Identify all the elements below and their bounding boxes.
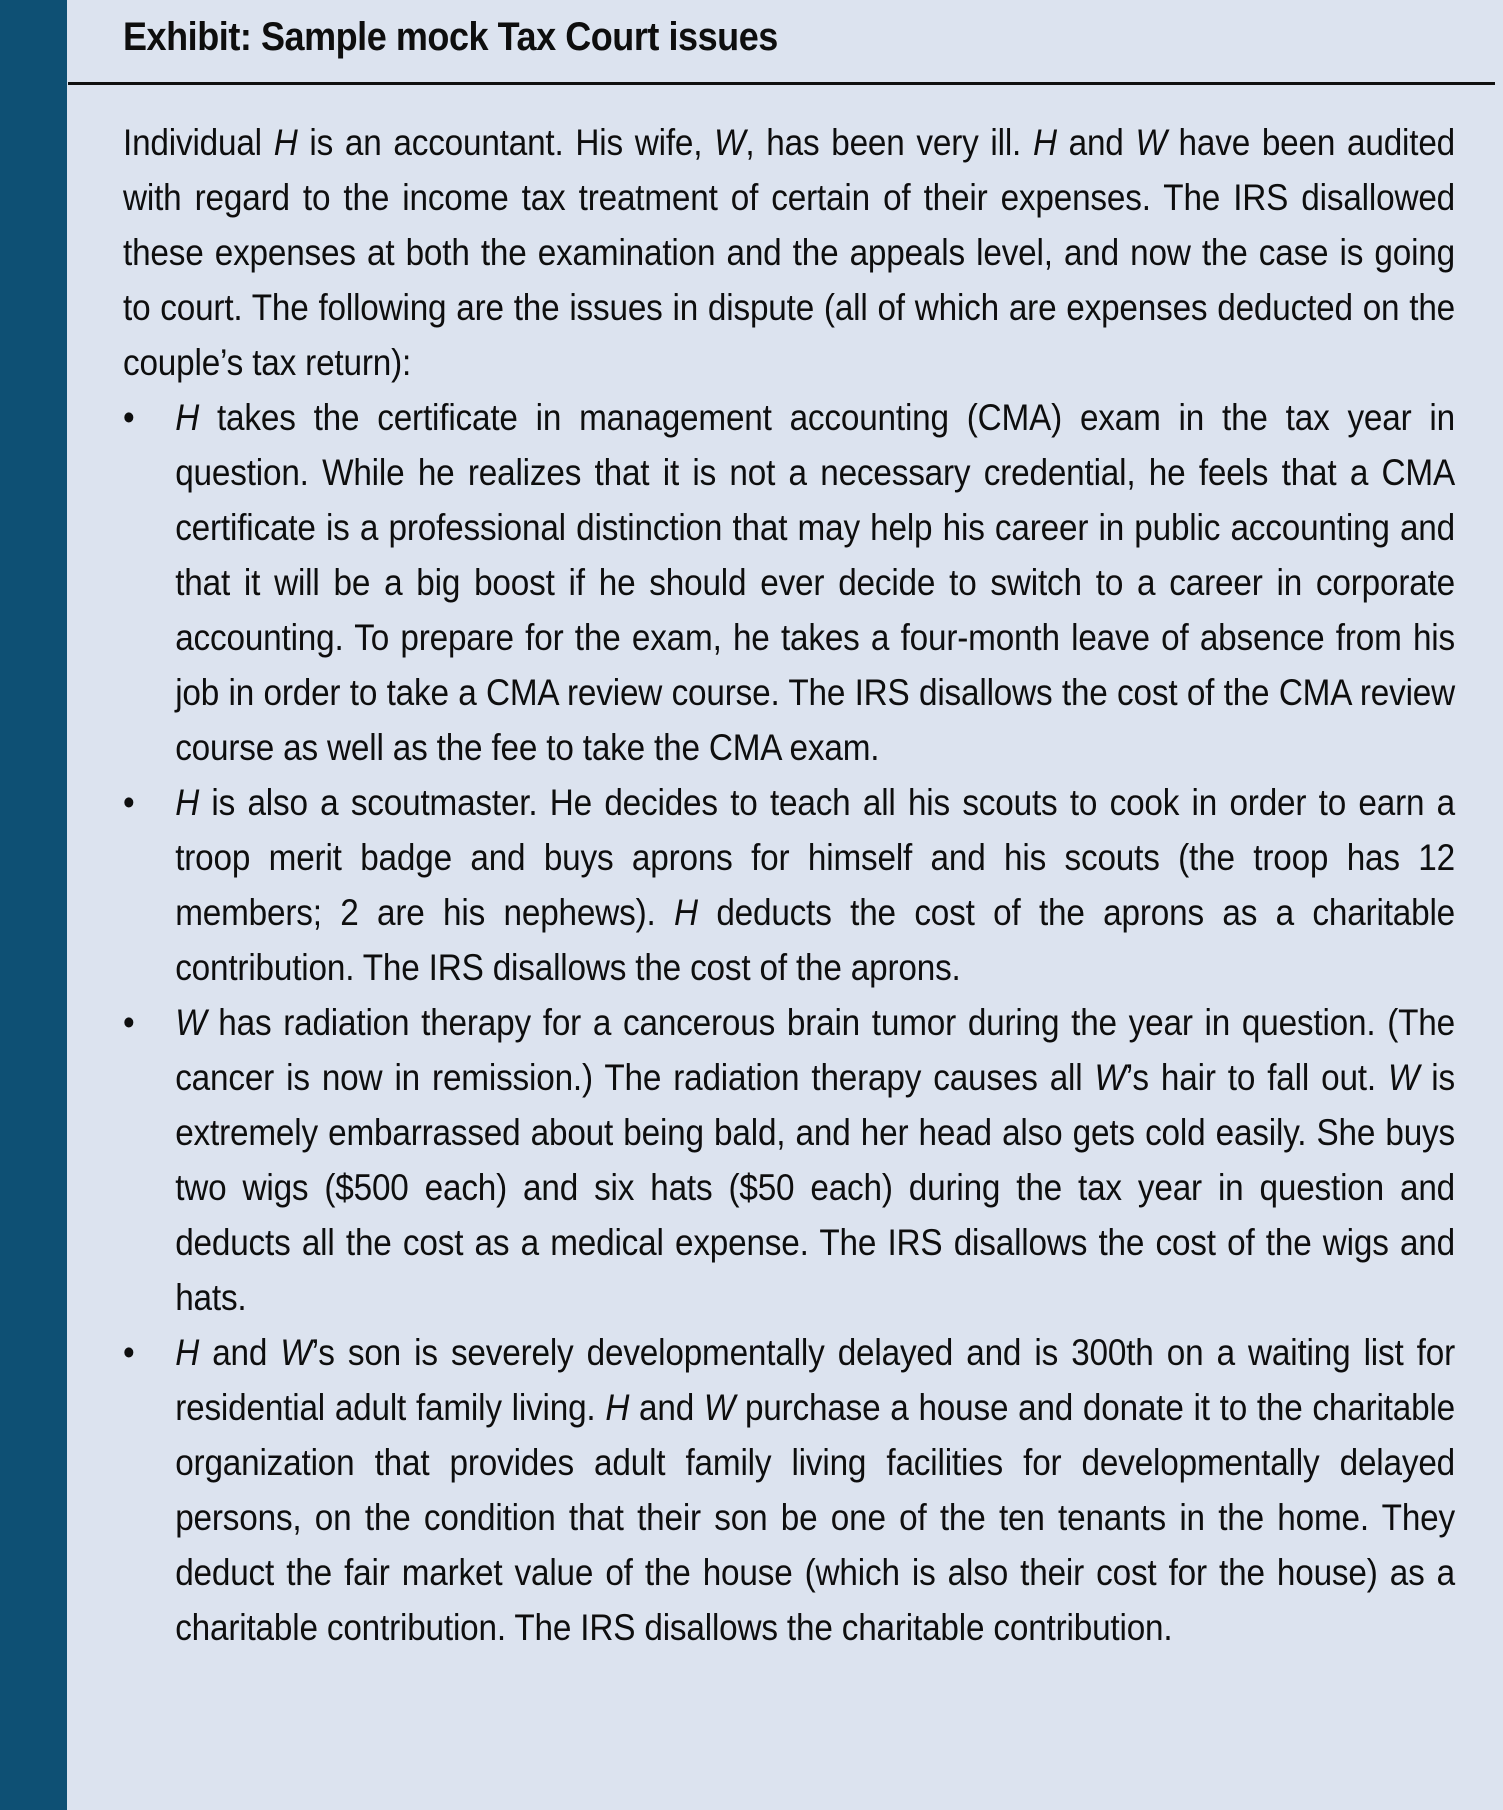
text-run: , has been very ill.	[745, 122, 1033, 163]
text-run: deducts the cost of the aprons as a charitable contribution. The IRS disallows the cost of the aprons.	[175, 892, 1455, 988]
bullet-icon: •	[123, 1002, 135, 1043]
exhibit-title: Exhibit: Sample mock Tax Court issues	[123, 15, 778, 59]
text-run: purchase a house and donate it to the charitable organization that provides adult family living facilities for developmentally delayed persons, on the condition that their son be one of the ten tenants in the home. They deduct the fair market value of the house (which is also their cost for the house) as a charitable contribution. The IRS disallows the charitable contribution.	[175, 1387, 1456, 1648]
issue-item	[123, 1325, 1455, 1655]
issue-item	[123, 390, 1455, 775]
italic-run: H	[605, 1387, 630, 1428]
bullet-icon: •	[123, 397, 135, 438]
italic-run: H	[175, 1332, 200, 1373]
issues-list	[123, 390, 1455, 1655]
italic-run: W	[714, 122, 746, 163]
exhibit-content	[123, 0, 1455, 1655]
left-accent-bar	[0, 0, 67, 1810]
italic-run: W	[703, 1387, 736, 1428]
exhibit-body	[123, 115, 1455, 1655]
text-run: have been audited with regard to the income tax treatment of certain of their expenses. The IRS disallowed these expenses at both the examination and the appeals level, and now the case is going to court. The following are the issues in dispute (all of which are expenses deducted on the couple’s tax return):	[123, 122, 1455, 383]
issue-item	[123, 775, 1455, 995]
italic-run: W	[1135, 122, 1167, 163]
italic-run: H	[673, 892, 698, 933]
bullet-icon: •	[123, 782, 135, 823]
italic-run: W	[280, 1332, 312, 1373]
issue-text	[175, 1325, 1455, 1655]
italic-run: H	[175, 782, 200, 823]
text-run: is also a scoutmaster. He decides to teach all his scouts to cook in order to earn a troop merit badge and buys aprons for himself and his scouts (the troop has 12 members; 2 are his nephews).	[175, 782, 1456, 933]
italic-run: H	[273, 122, 298, 163]
italic-run: W	[175, 1002, 207, 1043]
italic-run: W	[1388, 1057, 1420, 1098]
issue-item	[123, 995, 1455, 1325]
text-run: is extremely embarrassed about being bald, and her head also gets cold easily. She buys two wigs ($500 each) and six hats ($50 each) during the tax year in question and deducts all the cost as a medical expense. The IRS disallows the cost of the wigs and hats.	[175, 1057, 1456, 1318]
italic-run: H	[175, 397, 200, 438]
text-run: and	[199, 1332, 281, 1373]
bullet-icon: •	[123, 1332, 135, 1373]
italic-run: W	[1094, 1057, 1126, 1098]
text-run: ’s hair to fall out.	[1125, 1057, 1389, 1098]
text-run: ’s son is severely developmentally delayed and is 300th on a waiting list for residential adult family living.	[175, 1332, 1456, 1428]
italic-run: H	[1032, 122, 1057, 163]
issue-text	[175, 995, 1455, 1325]
exhibit-intro-paragraph	[123, 115, 1455, 390]
text-run: is an accountant. His wife,	[297, 122, 715, 163]
text-run: takes the certificate in management accounting (CMA) exam in the tax year in question. While he realizes that it is not a necessary credential, he feels that a CMA certificate is a professional distinction that may help his career in public accounting and that it will be a big boost if he should ever decide to switch to a career in corporate accounting. To prepare for the exam, he takes a four-month leave of absence from his job in order to take a CMA review course. The IRS disallows the cost of the CMA review course as well as the fee to take the CMA exam.	[175, 397, 1456, 768]
text-run: and	[1056, 122, 1136, 163]
issue-text	[175, 390, 1455, 775]
text-run: and	[629, 1387, 704, 1428]
text-run: Individual	[123, 122, 274, 163]
text-run: has radiation therapy for a cancerous brain tumor during the year in question. (The cancer is now in remission.) The radiation therapy causes all	[175, 1002, 1455, 1098]
issue-text	[175, 775, 1455, 995]
